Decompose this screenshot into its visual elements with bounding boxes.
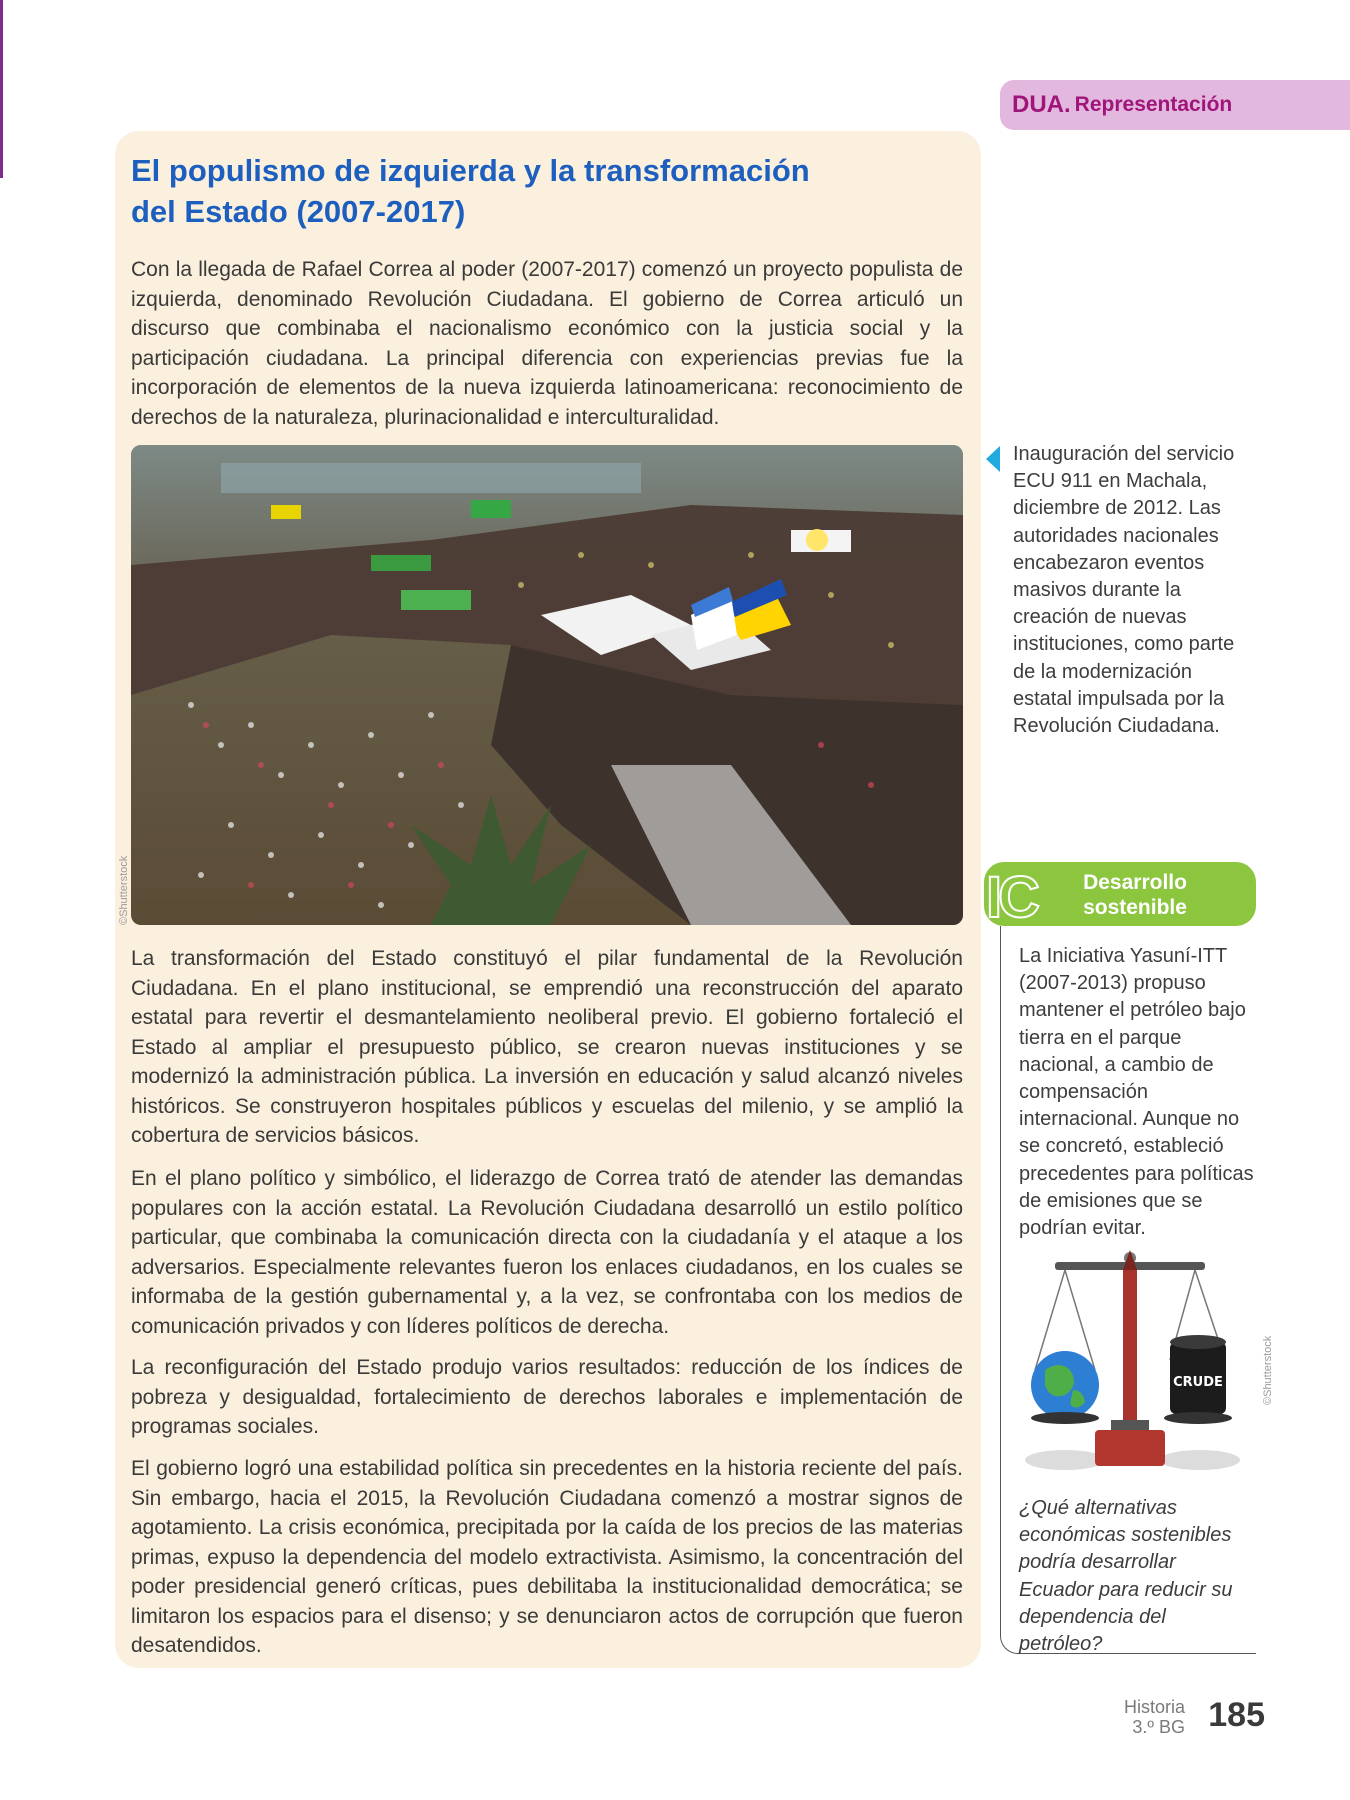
photo-caption: Inauguración del servicio ECU 911 en Machala, diciembre de 2012. Las autoridades nacionales encabezaron eventos masivos durante la creación de nuevas instituciones, como parte de la modernización estatal impulsada por la Revolución Ciudadana. [1013, 443, 1235, 738]
body-paragraph-1: La transformación del Estado constituyó el pilar fundamental de la Revolución Ciudadana. En el plano institucional, se emprendió una reconstrucción del aparato estatal para revertir el desmantelamiento neoliberal previo. El gobierno fortaleció el Estado al ampliar el presupuesto público, se crearon nuevas instituciones y se modernizó la administración pública. La inversión en educación y salud alcanzó niveles históricos. Se construyeron hospitales públicos y escuelas del milenio, y se amplió la cobertura de servicios básicos. [131, 947, 963, 1147]
footer-subject: Historia [1123, 1697, 1185, 1717]
body-paragraph-3: La reconfiguración del Estado produjo varios resultados: reducción de los índices de pobreza y desigualdad, fortalecimiento de derechos laborales e implementación de programas sociales. [131, 1356, 963, 1438]
left-margin-rule [0, 0, 3, 178]
caption-pointer-icon [986, 446, 1000, 472]
article-title: El populismo de izquierda y la transformación del Estado (2007-2017) [131, 153, 810, 229]
dua-label: DUA. [1012, 91, 1071, 118]
dua-tab [1000, 80, 1350, 130]
intro-paragraph: Con la llegada de Rafael Correa al poder (2007-2017) comenzó un proyecto populista de izquierda, denominado Revolución Ciudadana. El gobierno de Correa articuló un discurso que combinaba el nacionalismo económico con la justicia social y la participación ciudadana. La principal diferencia con experiencias previas fue la incorporación de elementos de la nueva izquierda latinoamericana: reconocimiento de derechos de la naturaleza, plurinacionalidad e interculturalidad. [131, 258, 963, 429]
balance-scale-illustration [1015, 1250, 1250, 1480]
sidebar-text: La Iniciativa Yasuní-ITT (2007-2013) propuso mantener el petróleo bajo tierra en el parque nacional, a cambio de compensación internacional. Aunque no se concretó, estableció precedentes para políticas de emisiones que se podrían evitar. [1019, 945, 1254, 1240]
sidebar-question: ¿Qué alternativas económicas sostenibles podría desarrollar Ecuador para reducir su dependencia del petróleo? [1019, 1497, 1233, 1656]
body-paragraph-2: En el plano político y simbólico, el liderazgo de Correa trató de atender las demandas populares con la acción estatal. La Revolución Ciudadana desarrolló un estilo político particular, que combinaba la comunicación directa con la ciudadanía y el ataque a los adversarios. Especialmente relevantes fueron los enlaces ciudadanos, en los cuales se informaba de la gestión gubernamental y, a la vez, se confrontaba con los medios de comunicación privados y con líderes políticos de derecha. [131, 1167, 963, 1338]
scale-image-credit: ©Shutterstock [1262, 1335, 1274, 1405]
photo-credit: ©Shutterstock [118, 855, 130, 925]
sidebar-title: Desarrollo sostenible [1083, 871, 1187, 919]
footer-grade: 3.º BG [1132, 1717, 1185, 1737]
barrel-label: CRUDE [1173, 1375, 1223, 1390]
ic-badge-icon: IC [986, 865, 1036, 930]
crowd-photo [131, 445, 963, 925]
page-number: 185 [1208, 1696, 1265, 1734]
dua-sublabel: Representación [1074, 93, 1233, 116]
page-footer [1095, 1695, 1265, 1745]
body-paragraph-4: El gobierno logró una estabilidad política sin precedentes en la historia reciente del país. Sin embargo, hacia el 2015, la Revolución Ciudadana comenzó a mostrar signos de agotamiento. La crisis económica, precipitada por la caída de los precios de las materias primas, expuso la dependencia del modelo extractivista. Asimismo, la concentración del poder presidencial generó críticas, pues debilitaba la institucionalidad democrática; se limitaron los espacios para el disenso; y se denunciaron actos de corrupción que fueron desatendidos. [131, 1457, 963, 1657]
crowd-photo-illustration [131, 445, 963, 925]
